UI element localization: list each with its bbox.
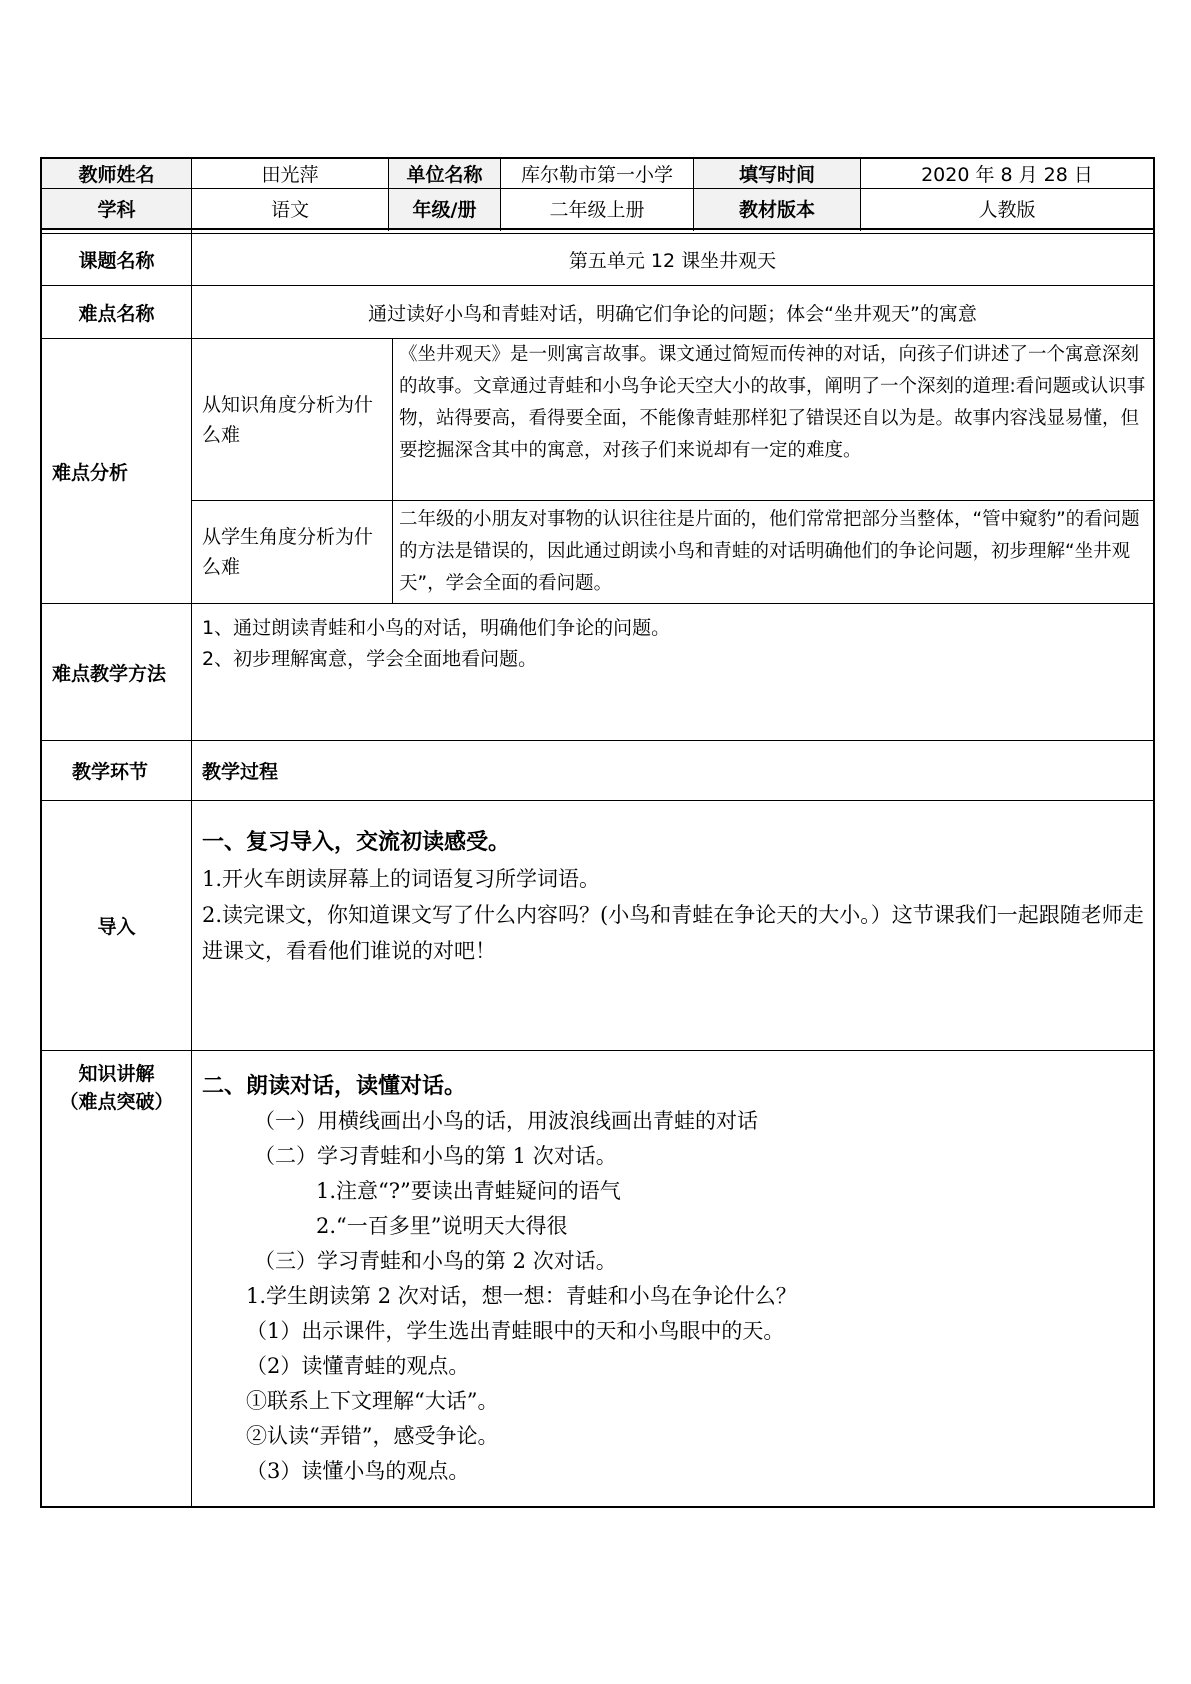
method-list — [202, 613, 1142, 675]
knowledge-content — [202, 1069, 1144, 1489]
topic-value: 第五单元 12 课坐井观天 — [568, 250, 777, 272]
knowledge-line: ①联系上下文理解“大话”。 — [246, 1389, 499, 1413]
fill-date-label: 填写时间 — [694, 159, 860, 188]
knowledge-line: （二）学习青蛙和小鸟的第 1 次对话。 — [254, 1144, 617, 1168]
unit-name-value: 库尔勒市第一小学 — [520, 164, 673, 186]
teacher-name-value: 田光萍 — [261, 164, 319, 186]
fill-date-value: 2020 年 8 月 28 日 — [921, 164, 1093, 186]
edition-value: 人教版 — [978, 199, 1036, 221]
student-angle-text: 二年级的小朋友对事物的认识往往是片面的，他们常常把部分当整体，“管中窥豹”的看问题的方法是错误的，因此通过朗读小鸟和青蛙的对话明确他们的争论问题，初步理解“坐井观天”，学会全面的看问题。 — [399, 509, 1140, 594]
lesson-plan-table — [40, 157, 1155, 1508]
knowledge-heading: 二、朗读对话，读懂对话。 — [202, 1074, 467, 1099]
intro-paragraph: 1.开火车朗读屏幕上的词语复习所学词语。 — [202, 867, 601, 891]
knowledge-line: （三）学习青蛙和小鸟的第 2 次对话。 — [254, 1249, 617, 1273]
intro-label: 导入 — [97, 916, 136, 938]
knowledge-line: （1）出示课件，学生选出青蛙眼中的天和小鸟眼中的天。 — [246, 1319, 785, 1343]
knowledge-label-line: （难点突破） — [59, 1091, 174, 1113]
unit-name-label: 单位名称 — [389, 159, 500, 188]
method-item: 2、初步理解寓意，学会全面地看问题。 — [202, 648, 538, 670]
intro-paragraph: 2.读完课文，你知道课文写了什么内容吗？(小鸟和青蛙在争论天的大小。）这节课我们一起跟随老师走进课文，看看他们谁说的对吧！ — [202, 903, 1144, 963]
knowledge-line: （3）读懂小鸟的观点。 — [246, 1459, 470, 1483]
knowledge-line: 2.“一百多里”说明天大得很 — [316, 1214, 568, 1238]
knowledge-label — [42, 1060, 191, 1116]
process-label: 教学过程 — [202, 761, 279, 783]
knowledge-line: 1.学生朗读第 2 次对话，想一想：青蛙和小鸟在争论什么？ — [246, 1284, 797, 1308]
topic-label: 课题名称 — [78, 250, 155, 272]
student-angle-label: 从学生角度分析为什么难 — [202, 526, 374, 578]
method-label: 难点教学方法 — [52, 662, 167, 685]
grade-label: 年级/册 — [389, 189, 500, 228]
grade-value: 二年级上册 — [549, 199, 645, 221]
knowledge-label-line: 知识讲解 — [78, 1063, 155, 1085]
edition-label: 教材版本 — [694, 189, 860, 228]
analysis-label: 难点分析 — [52, 461, 129, 484]
process-stage-label: 教学环节 — [72, 761, 149, 783]
method-item: 1、通过朗读青蛙和小鸟的对话，明确他们争论的问题。 — [202, 617, 671, 639]
knowledge-line: （一）用横线画出小鸟的话，用波浪线画出青蛙的对话 — [254, 1109, 758, 1133]
subject-label: 学科 — [42, 189, 191, 228]
intro-content — [202, 825, 1144, 969]
teacher-name-label: 教师姓名 — [42, 159, 191, 188]
knowledge-angle-text: 《坐井观天》是一则寓言故事。课文通过简短而传神的对话，向孩子们讲述了一个寓意深刻的故事。文章通过青蛙和小鸟争论天空大小的故事，阐明了一个深刻的道理:看问题或认识事物，站得要高，看得要全面，不能像青蛙那样犯了错误还自以为是。故事内容浅显易懂，但要挖掘深含其中的寓意，对孩子们来说却有一定的难度。 — [399, 344, 1146, 461]
knowledge-line: （2）读懂青蛙的观点。 — [246, 1354, 470, 1378]
subject-value: 语文 — [270, 199, 309, 221]
difficulty-value: 通过读好小鸟和青蛙对话，明确它们争论的问题；体会“坐井观天”的寓意 — [368, 302, 977, 325]
intro-heading: 一、复习导入，交流初读感受。 — [202, 830, 511, 855]
knowledge-line: ②认读“弄错”，感受争论。 — [246, 1424, 499, 1448]
difficulty-label: 难点名称 — [78, 302, 155, 325]
knowledge-angle-label: 从知识角度分析为什么难 — [202, 393, 374, 446]
knowledge-line: 1.注意“?”要读出青蛙疑问的语气 — [316, 1179, 621, 1203]
